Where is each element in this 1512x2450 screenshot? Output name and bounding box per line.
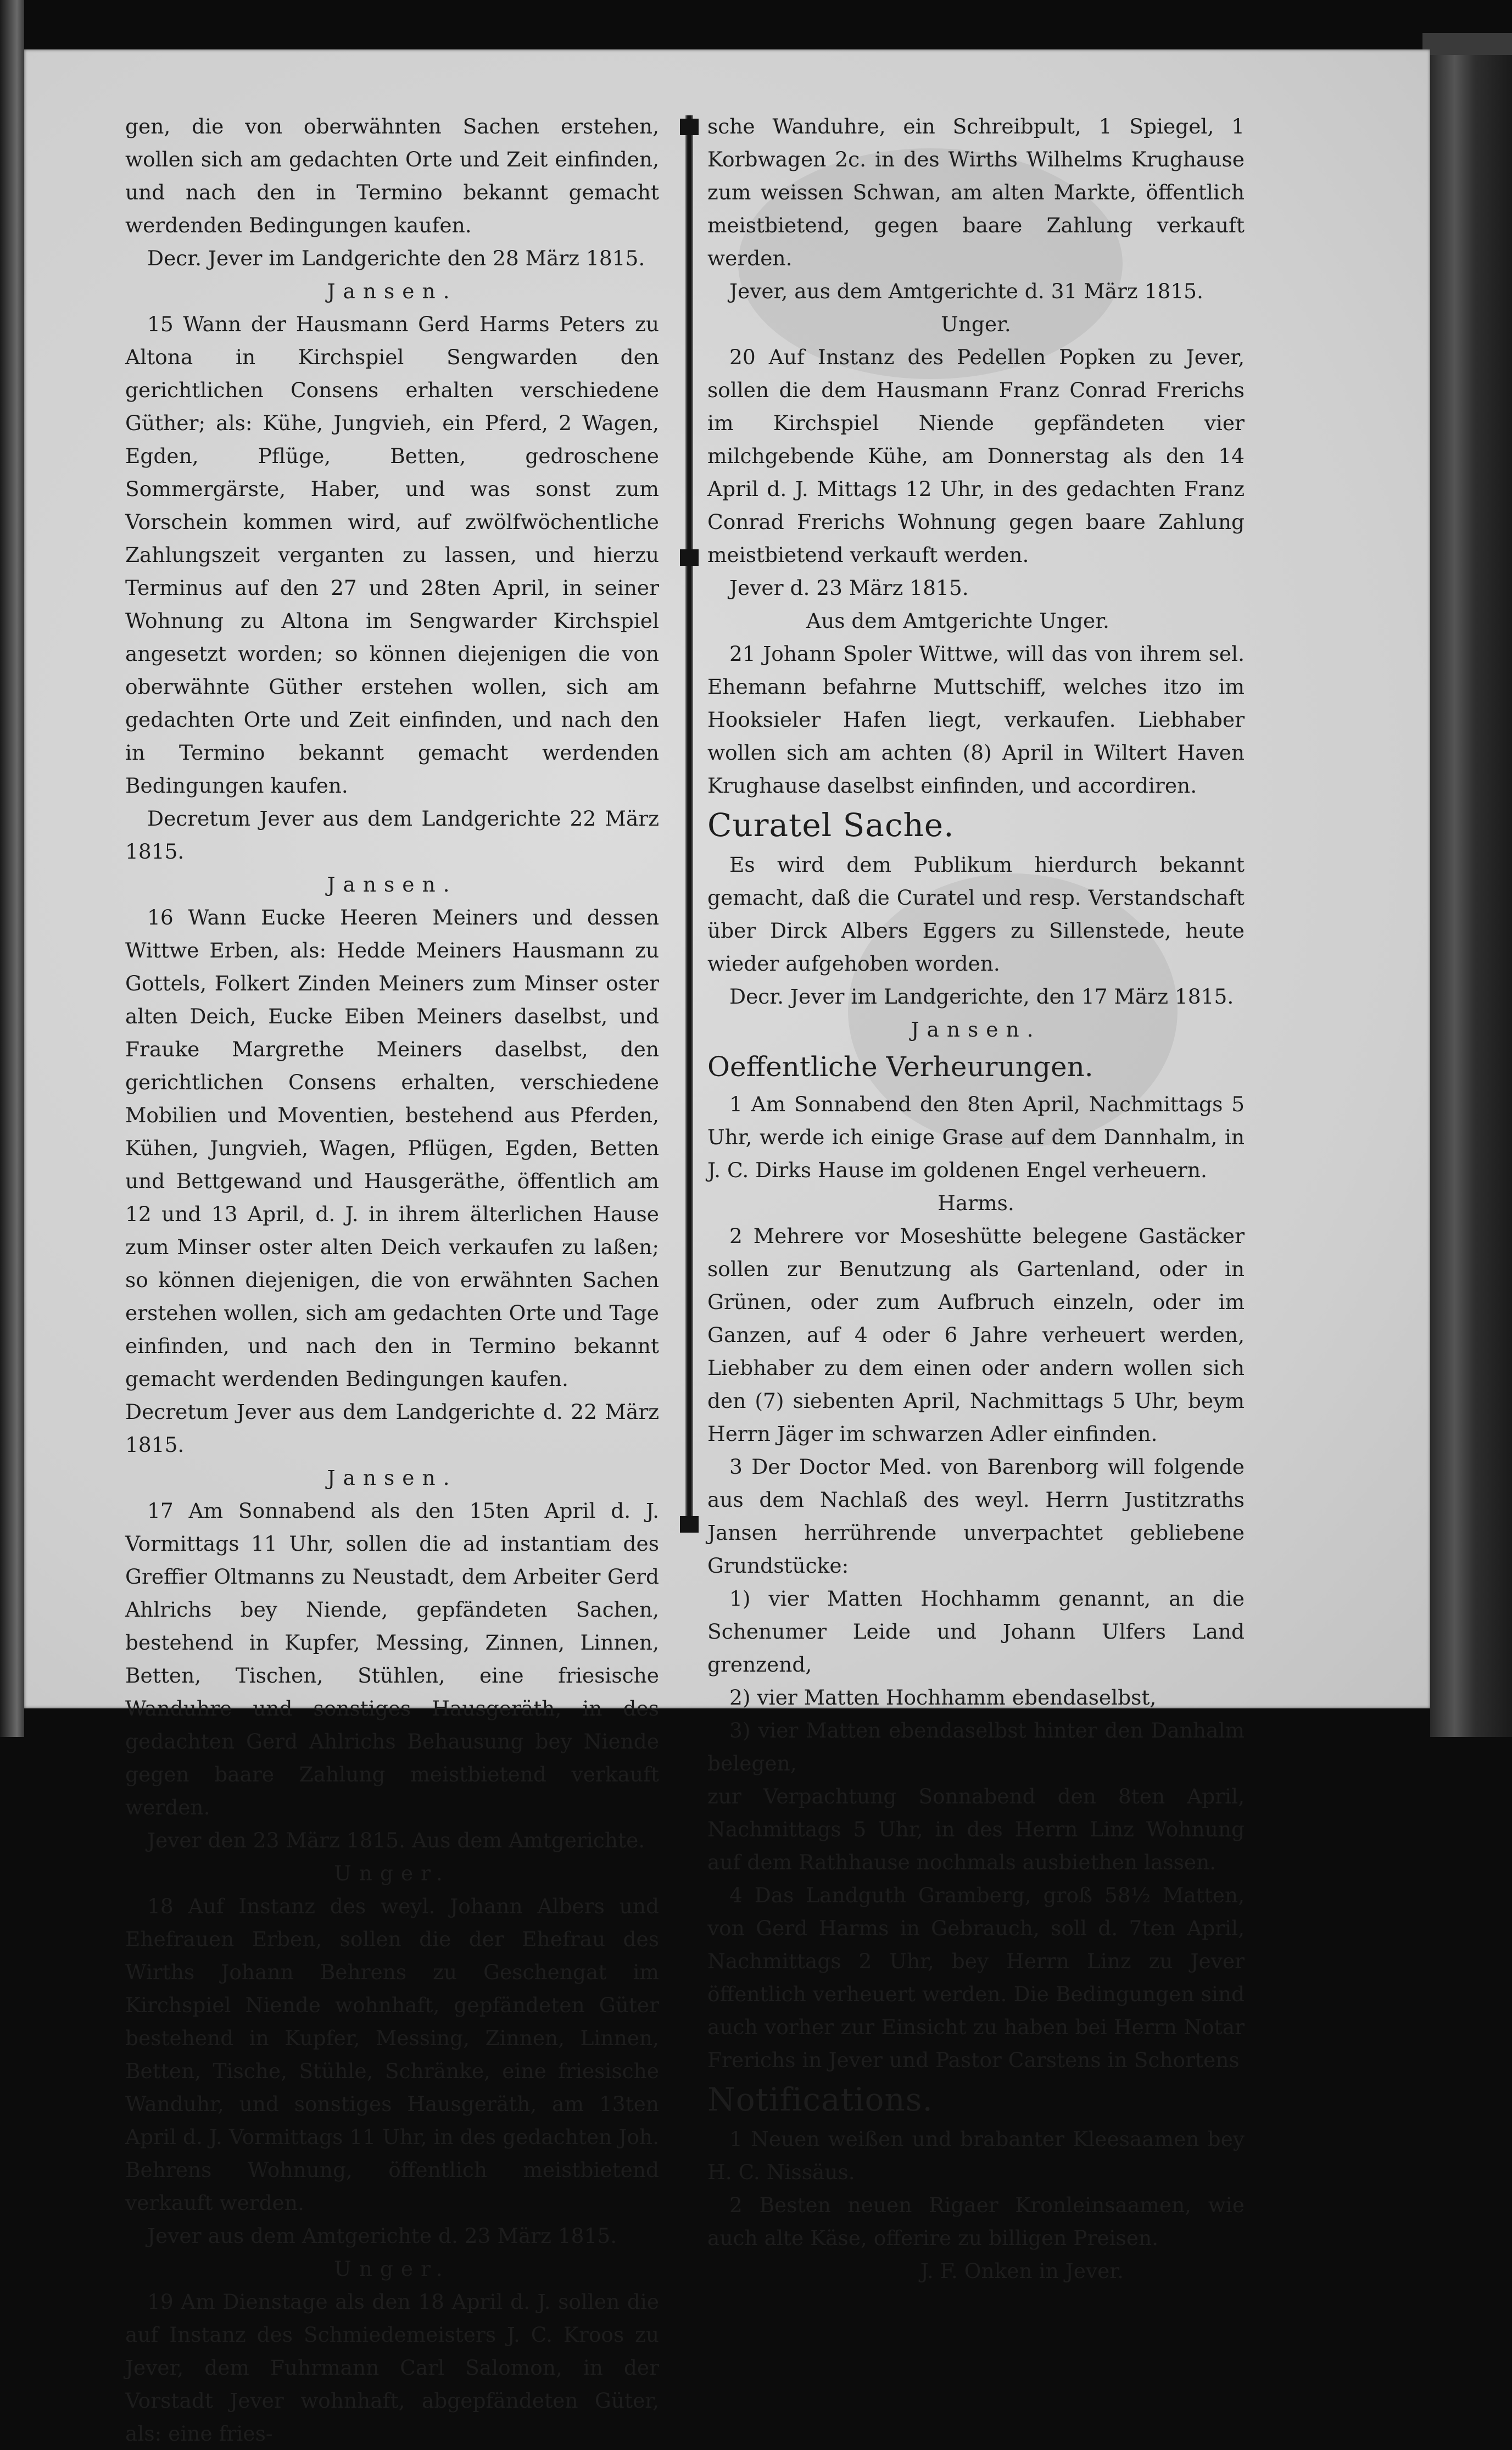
lease-3: 3 Der Doctor Med. von Barenborg will folgende aus dem Nachlaß des weyl. Herrn Justitzraths Jansen herrührende unverpachtet gebliebene Grundstücke: [707, 1455, 1245, 1578]
lease-2: 2 Mehrere vor Moseshütte belegene Gastäcker sollen zur Benutzung als Gartenland, oder in Grünen, oder zum Aufbruch einzeln, oder im Ganzen, auf 4 oder 6 Jahre verheuert werden, Liebhaber zu dem einen oder andern wollen sich den (7) siebenten April, Nachmittags 5 Uhr, beym Herrn Jäger im schwarzen Adler einfinden. [707, 1224, 1245, 1446]
signature: Jansen. [327, 1466, 457, 1490]
section-heading-notifications: Notifications. [707, 2081, 933, 2118]
lease-4: 4 Das Landguth Gramberg, groß 58½ Matten, von Gerd Harms in Gebrauch, soll d. 7ten April, Nachmittags 2 Uhr, bey Herrn Linz zu Jever öffentlich verheuert werden. Die Bedingungen sind auch vorher zur Einsicht zu haben bei Herrn Notar Frerichs in Jever und Pastor Carstens in Schortens [707, 1883, 1245, 2072]
notice-19: 19 Am Dienstage als den 18 April d. J. sollen die auf Instanz des Schmiedemeisters J. C. Kroos zu Jever, dem Fuhrmann Carl Salomon, in der Vorstadt Jever wohnhaft, abgepfändeten Güter, als: eine fries- [125, 2290, 659, 2446]
decree-line: Decr. Jever im Landgerichte, den 17 März 1815. [729, 984, 1234, 1009]
signature: J. F. Onken in Jever. [920, 2259, 1124, 2283]
column-rule-mark [680, 1516, 699, 1533]
decree-line: Decretum Jever aus dem Landgerichte d. 22 März 1815. [125, 1400, 659, 1457]
lease-3-item-3: 3) vier Matten ebendaselbst hinter den Danhalm belegen, [707, 1718, 1245, 1775]
book-binding [1430, 55, 1512, 1737]
section-heading-curatel: Curatel Sache. [707, 806, 955, 844]
left-column [125, 110, 659, 2450]
page-edge-left [0, 0, 24, 1737]
notice-21: 21 Johann Spoler Wittwe, will das von ihrem sel. Ehemann befahrne Muttschiff, welches itzo im Hooksieler Hafen liegt, verkaufen. Liebhaber wollen sich am achten (8) April in Wiltert Haven Krughause daselbst einfinden, und accordiren. [707, 642, 1245, 798]
signature: Jansen. [911, 1017, 1041, 1042]
notice-18: 18 Auf Instanz des weyl. Johann Albers und Ehefrauen Erben, sollen die der Ehefrau des Wirths Johann Behrens zu Geschengat im Kirchspiel Niende wohnhaft, gepfändeten Güter bestehend in Kupfer, Messing, Zinnen, Linnen, Betten, Tische, Stühle, Schränke, eine friesische Wanduhr, und sonstiges Hausgeräth, am 13ten April d. J. Vormittags 11 Uhr, in des gedachten Joh. Behrens Wohnung, öffentlich meistbietend verkauft werden. [125, 1894, 659, 2215]
signature: Unger. [334, 2257, 450, 2281]
notice-16: 16 Wann Eucke Heeren Meiners und dessen Wittwe Erben, als: Hedde Meiners Hausmann zu Gottels, Folkert Zinden Meiners zum Minser oster alten Deich, Eucke Eiben Meiners daselbst, und Frauke Margrethe Meiners daselbst, den gerichtlichen Consens erhalten, verschiedene Mobilien und Moventien, bestehend aus Pferden, Kühen, Jungvieh, Wagen, Pflügen, Egden, Betten und Bettgewand und Hausgeräthe, öffentlich am 12 und 13 April, d. J. in ihrem älterlichen Hause zum Minser oster alten Deich verkaufen zu laßen; so können diejenigen, die von erwähnten Sachen erstehen wollen, sich am gedachten Orte und Tage einfinden, und nach den in Termino bekannt gemacht werdenden Bedingungen kaufen. [125, 905, 659, 1391]
decree-line: Decr. Jever im Landgerichte den 28 März 1815. [147, 246, 645, 270]
signature: Jansen. [327, 279, 457, 303]
lease-3-terms: zur Verpachtung Sonnabend den 8ten April, Nachmittags 5 Uhr, in des Herrn Linz Wohnung auf dem Rathhause nochmals ausbiethen lassen. [707, 1784, 1245, 1874]
lease-1: 1 Am Sonnabend den 8ten April, Nachmittags 5 Uhr, werde ich einige Grase auf dem Dannhalm, in J. C. Dirks Hause im goldenen Engel verheuern. [707, 1092, 1245, 1182]
column-rule-mark [680, 549, 699, 566]
notification-1: 1 Neuen weißen und brabanter Kleesaamen bey H. C. Nissäus. [707, 2127, 1245, 2184]
decree-line: Jever den 23 März 1815. Aus dem Amtgerichte. [147, 1828, 645, 1852]
decree-line: Aus dem Amtgerichte Unger. [806, 609, 1109, 633]
section-heading-verheurungen: Oeffentliche Verheurungen. [707, 1051, 1093, 1083]
signature: Harms. [938, 1191, 1014, 1215]
decree-line: Jever d. 23 März 1815. [729, 576, 969, 600]
column-rule [685, 115, 693, 1533]
decree-line: Jever aus dem Amtgerichte d. 23 März 1815. [147, 2224, 617, 2248]
notice-15: 15 Wann der Hausmann Gerd Harms Peters zu Altona in Kirchspiel Sengwarden den gerichtlichen Consens erhalten verschiedene Güther; als: Kühe, Jungvieh, ein Pferd, 2 Wagen, Egden, Pflüge, Betten, gedroschene Sommergärste, Haber, und was sonst zum Vorschein kommen wird, auf zwölfwöchentliche Zahlungszeit verganten zu lassen, und hierzu Terminus auf den 27 und 28ten April, in seiner Wohnung zu Altona im Sengwarder Kirchspiel angesetzt worden; so können diejenigen die von oberwähnte Güther erstehen wollen, sich am gedachten Orte und Zeit einfinden, und nach den in Termino bekannt gemacht werdenden Bedingungen kaufen. [125, 312, 659, 798]
notice-19-continuation: sche Wanduhre, ein Schreibpult, 1 Spiegel, 1 Korbwagen 2c. in des Wirths Wilhelms Krughause zum weissen Schwan, am alten Markte, öffentlich meistbietend, gegen baare Zahlung verkauft werden. [707, 114, 1245, 270]
decree-line: Decretum Jever aus dem Landgerichte 22 März 1815. [125, 806, 659, 864]
notice-17: 17 Am Sonnabend als den 15ten April d. J. Vormittags 11 Uhr, sollen die ad instantiam des Greffier Oltmanns zu Neustadt, dem Arbeiter Gerd Ahlrichs bey Niende, gepfändeten Sachen, bestehend in Kupfer, Messing, Zinnen, Linnen, Betten, Tischen, Stühlen, eine friesische Wanduhre und sonstiges Hausgeräth, in des gedachten Gerd Ahlrichs Behausung bey Niende gegen baare Zahlung meistbietend verkauft werden. [125, 1499, 659, 1819]
right-column [707, 110, 1245, 2287]
lease-3-item-2: 2) vier Matten Hochhamm ebendaselbst, [729, 1685, 1157, 1710]
signature: Jansen. [327, 872, 457, 897]
notice-20: 20 Auf Instanz des Pedellen Popken zu Jever, sollen die dem Hausmann Franz Conrad Frerichs im Kirchspiel Niende gepfändeten vier milchgebende Kühe, am Donnerstag als den 14 April d. J. Mittags 12 Uhr, in des gedachten Franz Conrad Frerichs Wohnung gegen baare Zahlung meistbietend verkauft werden. [707, 345, 1245, 567]
signature: Unger. [334, 1861, 450, 1885]
column-rule-mark [680, 119, 699, 135]
notice-continuation: gen, die von oberwähnten Sachen erstehen, wollen sich am gedachten Orte und Zeit einfinden, und nach den in Termino bekannt gemacht werdenden Bedingungen kaufen. [125, 114, 659, 237]
lease-3-item-1: 1) vier Matten Hochhamm genannt, an die Schenumer Leide und Johann Ulfers Land grenzend, [707, 1586, 1245, 1677]
notice-curatel: Es wird dem Publikum hierdurch bekannt gemacht, daß die Curatel und resp. Verstandschaft über Dirck Albers Eggers zu Sillenstede, heute wieder aufgehoben worden. [707, 853, 1245, 976]
signature: Unger. [941, 312, 1011, 336]
decree-line: Jever, aus dem Amtgerichte d. 31 März 1815. [729, 279, 1203, 303]
notification-2: 2 Besten neuen Rigaer Kronleinsaamen, wie auch alte Käse, offerire zu billigen Preisen. [707, 2193, 1245, 2250]
